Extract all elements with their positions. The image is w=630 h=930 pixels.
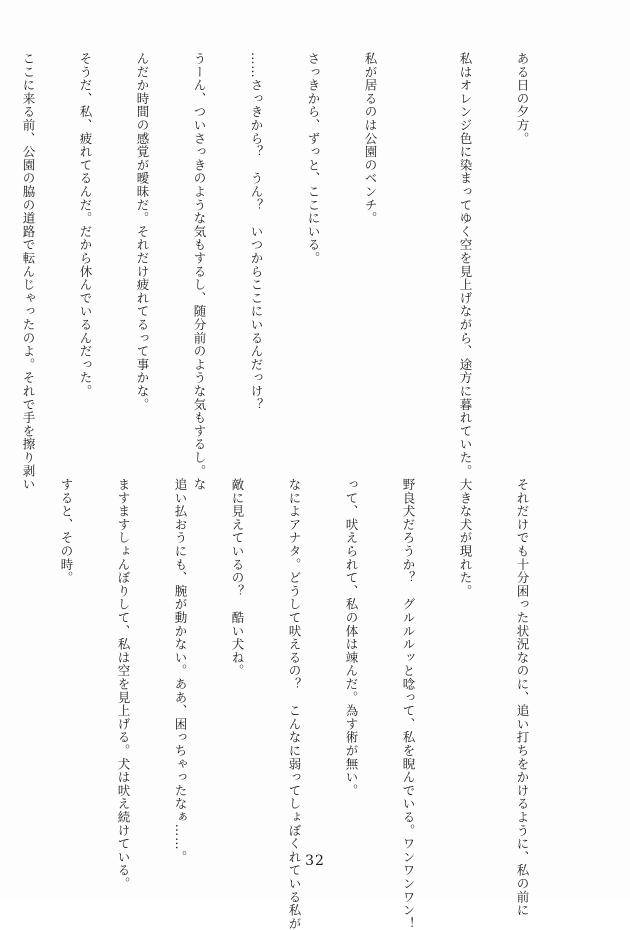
page-number: 32 <box>305 853 325 869</box>
text-line: 私が居るのは公園のベンチ。 <box>363 52 378 225</box>
text-line: ますますしょんぼりして、私は空を見上げる。犬は吠え続けている。 <box>116 478 131 891</box>
text-line: ……さっきから？ うん？ いつからここにいるんだっけ？ <box>249 52 264 412</box>
text-line: 敵に見えているの？ 酷い犬ね。 <box>230 478 245 678</box>
text-line: んだか時間の感覚が曖昧だ。それだけ疲れてるって事かな。 <box>135 52 150 412</box>
text-line: さっきから、ずっと、ここにいる。 <box>306 52 321 265</box>
text-block-top <box>21 52 570 491</box>
text-line: 野良犬だろうか？ グルルルッと唸って、私を睨んでいる。ワンワンワン！ <box>401 478 416 930</box>
text-line: ここに来る前、公園の脇の道路で転んじゃったのよ。それで手を擦り剥い <box>21 52 36 491</box>
text-line: 大きな犬が現れた。 <box>458 478 473 598</box>
text-line: って、吠えられて、私の体は竦んだ。為す術が無い。 <box>344 478 359 798</box>
text-line: 追い払おうにも、腕が動かない。ああ、困っちゃったなぁ……。 <box>173 478 188 864</box>
text-line: 私はオレンジ色に染まってゆく空を見上げながら、途方に暮れていた。 <box>458 52 473 478</box>
text-line: すると、その時。 <box>59 478 74 585</box>
text-line: そうだ、私、疲れてるんだ。だから休んでいるんだった。 <box>78 52 93 398</box>
text-line: ある日の夕方。 <box>515 52 530 146</box>
text-line: うーん、ついさっきのような気もするし、随分前のような気もするし。な <box>192 52 207 491</box>
text-line: それだけでも十分困った状況なのに、追い打ちをかけるように、私の前に <box>515 478 530 917</box>
text-line: なによアナタ。どうして吠えるの？ こんなに弱ってしょぼくれている私が <box>287 478 302 930</box>
